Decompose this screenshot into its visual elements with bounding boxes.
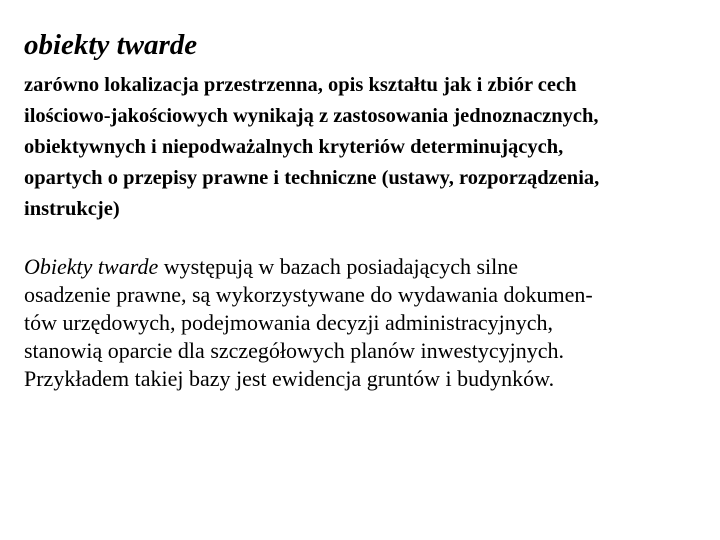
description-term: Obiekty twarde xyxy=(24,254,159,279)
description-first-line-text: występują w bazach posiadających silne xyxy=(158,254,519,279)
description-line: Przykładem takiej bazy jest ewidencja gruntów i budynków. xyxy=(24,366,555,391)
description-line: osadzenie prawne, są wykorzystywane do wydawania dokumen- xyxy=(24,282,593,307)
slide-content xyxy=(24,28,704,393)
definition-paragraph xyxy=(24,70,704,225)
description-line: tów urzędowych, podejmowania decyzji administracyjnych, xyxy=(24,310,554,335)
definition-line: zarówno lokalizacja przestrzenna, opis kształtu jak i zbiór cech xyxy=(24,74,577,96)
slide-title: obiekty twarde xyxy=(24,29,198,61)
definition-line: obiektywnych i niepodważalnych kryteriów determinujących, xyxy=(24,136,564,158)
definition-line: instrukcje) xyxy=(24,198,120,220)
description-paragraph xyxy=(24,253,704,393)
definition-line: opartych o przepisy prawne i techniczne (ustawy, rozporządzenia, xyxy=(24,167,600,189)
description-line xyxy=(24,253,704,281)
description-line: stanowią oparcie dla szczegółowych planów inwestycyjnych. xyxy=(24,338,565,363)
definition-line: ilościowo-jakościowych wynikają z zastosowania jednoznacznych, xyxy=(24,105,599,127)
